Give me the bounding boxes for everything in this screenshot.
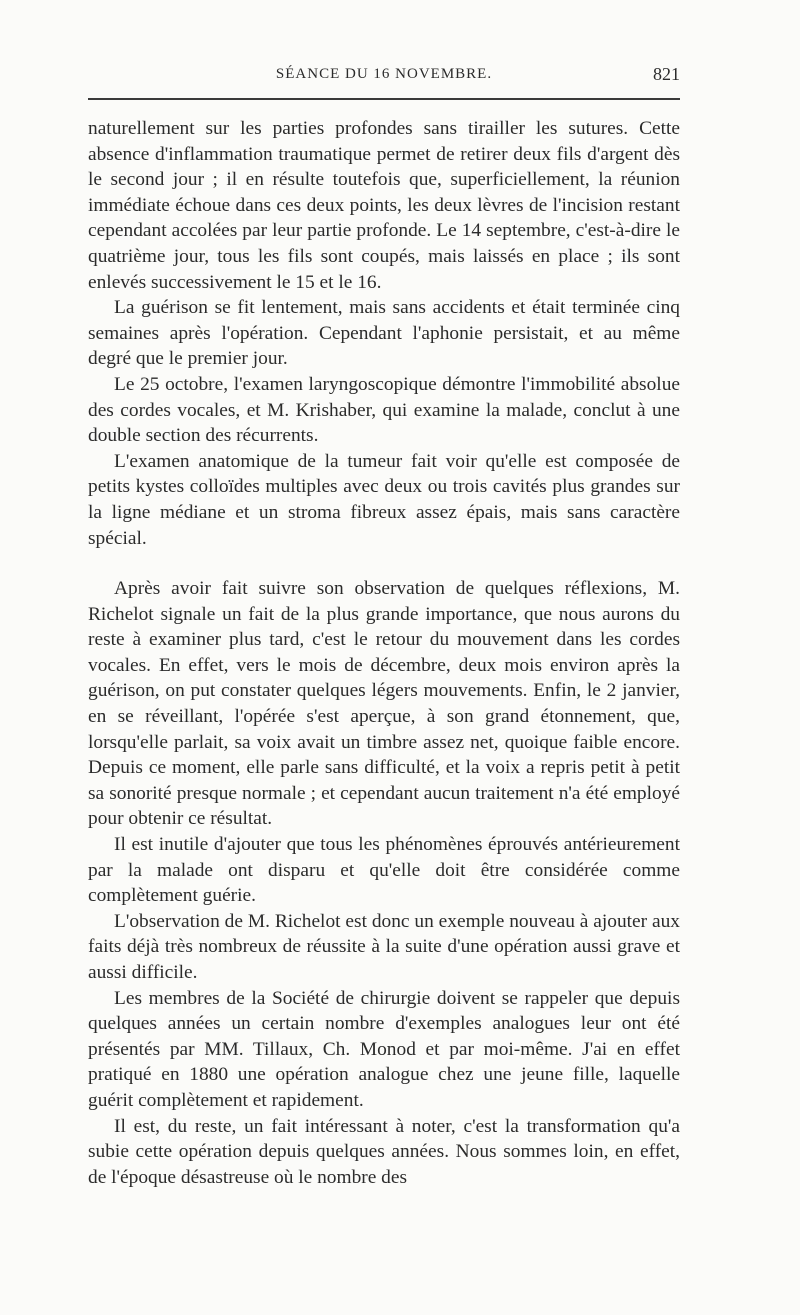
paragraph: La guérison se fit lentement, mais sans accidents et était terminée cinq semaines après l'opération. Cependant l'aphonie persistait, et au même degré que le premier jour. bbox=[88, 297, 680, 370]
paragraph: Il est, du reste, un fait intéressant à noter, c'est la transformation qu'a subie cette opération depuis quelques années. Nous sommes loin, en effet, de l'époque désastreuse où le nombre des bbox=[88, 1115, 680, 1188]
running-header bbox=[88, 64, 680, 90]
paragraph: Après avoir fait suivre son observation de quelques réflexions, M. Richelot signale un fait de la plus grande importance, que nous aurons du reste à examiner plus tard, c'est le retour du mouvement dans les cordes vocales. En effet, vers le mois de décembre, deux mois environ après la guérison, on put constater quelques légers mouvements. Enfin, le 2 janvier, en se réveillant, l'opérée s'est aperçue, à son grand étonnement, que, lorsqu'elle parlait, sa voix avait un timbre assez net, quoique faible encore. Depuis ce moment, elle parle sans difficulté, et la voix a repris petit à petit sa sonorité presque normale ; et cependant aucun traitement n'a été employé pour obtenir ce résultat. bbox=[88, 578, 680, 830]
paragraph: Il est inutile d'ajouter que tous les phénomènes éprouvés antérieurement par la malade ont disparu et qu'elle doit être considérée comme complètement guérie. bbox=[88, 834, 680, 907]
paragraph: L'examen anatomique de la tumeur fait voir qu'elle est composée de petits kystes colloïdes multiples avec deux ou trois cavités plus grandes sur la ligne médiane et un stroma fibreux assez épais, mais sans caractère spécial. bbox=[88, 450, 680, 549]
paragraph: naturellement sur les parties profondes sans tirailler les sutures. Cette absence d'inflammation traumatique permet de retirer deux fils d'argent dès le second jour ; il en résulte toutefois que, superficiellement, la réunion immédiate échoue dans ces deux points, les deux lèvres de l'incision restant cependant accolées par leur partie profonde. Le 14 septembre, c'est-à-dire le quatrième jour, tous les fils sont coupés, mais laissés en place ; ils sont enlevés successivement le 15 et le 16. bbox=[88, 118, 680, 293]
paragraph: L'observation de M. Richelot est donc un exemple nouveau à ajouter aux faits déjà très nombreux de réussite à la suite d'une opération aussi grave et aussi difficile. bbox=[88, 910, 680, 983]
paragraph: Les membres de la Société de chirurgie doivent se rappeler que depuis quelques années un certain nombre d'exemples analogues leur ont été présentés par MM. Tillaux, Ch. Monod et par moi-même. J'ai en effet pratiqué en 1880 une opération analogue chez une jeune fille, laquelle guérit complètement et rapidement. bbox=[88, 987, 680, 1111]
header-rule bbox=[88, 98, 680, 100]
page-number: 821 bbox=[653, 64, 680, 84]
body-text bbox=[88, 116, 680, 1190]
running-title: SÉANCE DU 16 NOVEMBRE. bbox=[275, 66, 493, 82]
paragraph: Le 25 octobre, l'examen laryngoscopique démontre l'immobilité absolue des cordes vocales, et M. Krishaber, qui examine la malade, conclut à une double section des récurrents. bbox=[88, 373, 680, 447]
